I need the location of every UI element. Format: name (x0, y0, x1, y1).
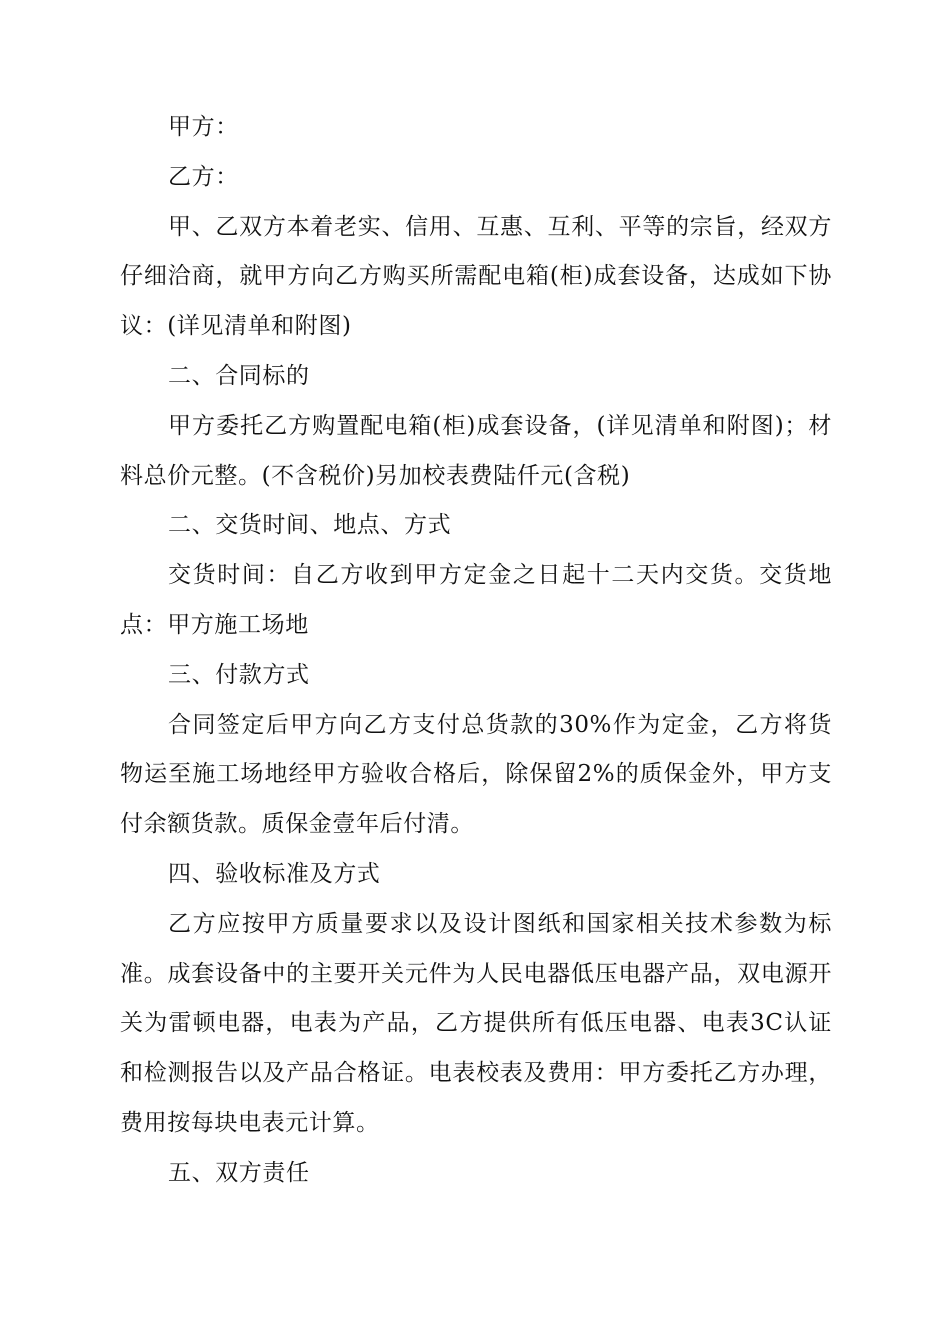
contract-body (120, 103, 832, 1199)
party-b-line: 乙方： (168, 163, 239, 190)
section-title-responsibilities: 五、双方责任 (168, 1159, 310, 1186)
section-title-acceptance: 四、验收标准及方式 (168, 860, 381, 887)
section-title-subject: 二、合同标的 (168, 362, 310, 389)
intro-paragraph: 甲、乙双方本着老实、信用、互惠、互利、平等的宗旨，经双方仔细洽商，就甲方向乙方购买所需配电箱(柜)成套设备，达成如下协议：(详见清单和附图) (120, 213, 832, 340)
section-body-acceptance: 乙方应按甲方质量要求以及设计图纸和国家相关技术参数为标准。成套设备中的主要开关元件为人民电器低压电器产品，双电源开关为雷顿电器，电表为产品，乙方提供所有低压电器、电表3C认证和检测报告以及产品合格证。电表校表及费用：甲方委托乙方办理，费用按每块电表元计算。 (120, 910, 832, 1136)
party-a-line: 甲方： (168, 114, 239, 140)
section-body-delivery: 交货时间：自乙方收到甲方定金之日起十二天内交货。交货地点：甲方施工场地 (120, 562, 832, 638)
section-title-payment: 三、付款方式 (168, 661, 310, 688)
section-title-delivery: 二、交货时间、地点、方式 (168, 512, 452, 539)
section-body-payment: 合同签定后甲方向乙方支付总货款的30%作为定金，乙方将货物运至施工场地经甲方验收合格后，除保留2%的质保金外，甲方支付余额货款。质保金壹年后付清。 (120, 711, 832, 838)
section-body-subject: 甲方委托乙方购置配电箱(柜)成套设备，(详见清单和附图)；材料总价元整。(不含税价)另加校表费陆仟元(含税) (120, 412, 832, 489)
